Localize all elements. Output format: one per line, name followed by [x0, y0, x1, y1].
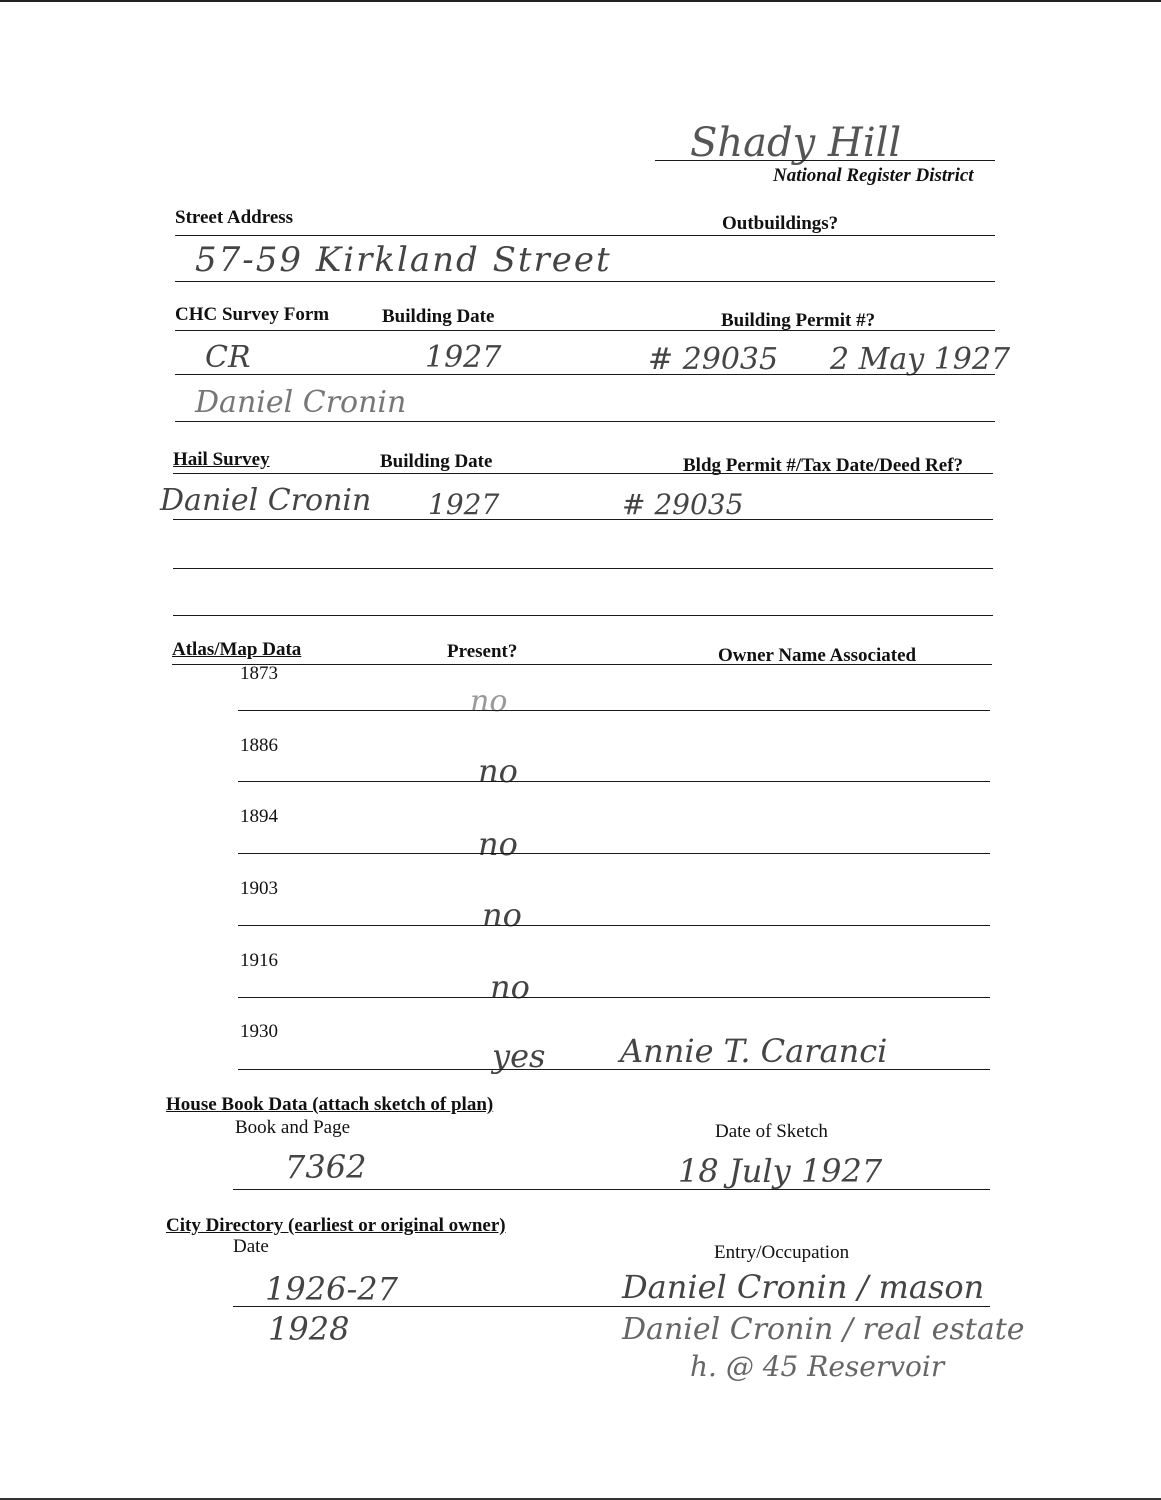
- atlas-label: Atlas/Map Data: [172, 639, 302, 660]
- atlas-owner-label: Owner Name Associated: [718, 645, 917, 666]
- atlas-owner-value: Annie T. Caranci: [620, 1032, 888, 1070]
- city-directory-date-value-2: 1928: [268, 1310, 350, 1348]
- atlas-row-line: [238, 1069, 990, 1070]
- city-directory-entry-label: Entry/Occupation: [714, 1242, 850, 1263]
- hail-permit-value: # 29035: [622, 488, 744, 521]
- atlas-present-value: no: [482, 896, 522, 934]
- atlas-row-line: [238, 710, 990, 711]
- atlas-year: 1916: [240, 950, 278, 971]
- atlas-present-value: no: [478, 825, 518, 863]
- atlas-row-line: [238, 781, 990, 782]
- atlas-present-value: yes: [492, 1037, 546, 1075]
- house-book-label: House Book Data (attach sketch of plan): [166, 1094, 494, 1115]
- chc-header-line: [175, 330, 995, 331]
- hail-value-line-2: [173, 568, 993, 569]
- hail-building-date-value: 1927: [428, 488, 500, 521]
- house-book-value-line: [233, 1189, 990, 1190]
- chc-permit-label: Building Permit #?: [721, 310, 876, 331]
- city-directory-entry-value-2: Daniel Cronin / real estate: [622, 1312, 1025, 1347]
- chc-survey-form-value: CR: [205, 340, 251, 375]
- atlas-row-line: [238, 925, 990, 926]
- atlas-present-value: no: [470, 684, 508, 719]
- chc-value-line-2: [175, 421, 995, 422]
- hail-survey-label: Hail Survey: [173, 449, 270, 470]
- hail-value-line-1: [173, 519, 993, 520]
- chc-permit-date-value: 2 May 1927: [830, 342, 1011, 377]
- city-directory-entry-value-3: h. @ 45 Reservoir: [690, 1350, 945, 1383]
- atlas-year: 1894: [240, 806, 278, 827]
- atlas-row-line: [238, 853, 990, 854]
- atlas-present-value: no: [478, 752, 518, 790]
- street-header-line: [175, 235, 995, 236]
- atlas-year: 1903: [240, 878, 278, 899]
- chc-value-line-1: [175, 374, 995, 375]
- atlas-row-line: [238, 997, 990, 998]
- street-address-label: Street Address: [175, 207, 294, 228]
- hail-permit-label: Bldg Permit #/Tax Date/Deed Ref?: [683, 455, 964, 476]
- city-directory-entry-value-1: Daniel Cronin / mason: [622, 1268, 985, 1306]
- district-label: National Register District: [773, 165, 974, 186]
- atlas-header-line: [172, 664, 992, 665]
- city-directory-value-line: [233, 1306, 990, 1307]
- city-directory-date-value-1: 1926-27: [265, 1270, 398, 1308]
- chc-architect-value: Daniel Cronin: [195, 385, 407, 420]
- hail-building-date-label: Building Date: [380, 451, 493, 472]
- house-book-page-value: 7362: [285, 1148, 367, 1186]
- chc-building-date-label: Building Date: [382, 306, 495, 327]
- house-book-sketch-date-label: Date of Sketch: [715, 1121, 828, 1142]
- chc-survey-form-label: CHC Survey Form: [175, 304, 330, 325]
- outbuildings-label: Outbuildings?: [722, 213, 839, 234]
- hail-survey-value: Daniel Cronin: [160, 483, 372, 518]
- atlas-year: 1886: [240, 735, 278, 756]
- atlas-year: 1873: [240, 663, 278, 684]
- street-value-line: [175, 281, 995, 282]
- scan-edge-top: [0, 0, 1161, 2]
- atlas-present-value: no: [490, 968, 530, 1006]
- street-address-value: 57-59 Kirkland Street: [195, 240, 612, 280]
- hail-header-line: [173, 473, 993, 474]
- chc-permit-value: # 29035: [648, 342, 779, 377]
- house-book-sketch-date-value: 18 July 1927: [678, 1152, 883, 1190]
- city-directory-date-label: Date: [233, 1236, 269, 1257]
- house-book-page-label: Book and Page: [235, 1117, 351, 1138]
- city-directory-label: City Directory (earliest or original owner): [166, 1215, 506, 1236]
- chc-building-date-value: 1927: [425, 340, 502, 375]
- atlas-year: 1930: [240, 1021, 278, 1042]
- atlas-present-label: Present?: [447, 641, 518, 662]
- district-name: Shady Hill: [690, 120, 902, 166]
- hail-value-line-3: [173, 615, 993, 616]
- district-line: [655, 160, 995, 161]
